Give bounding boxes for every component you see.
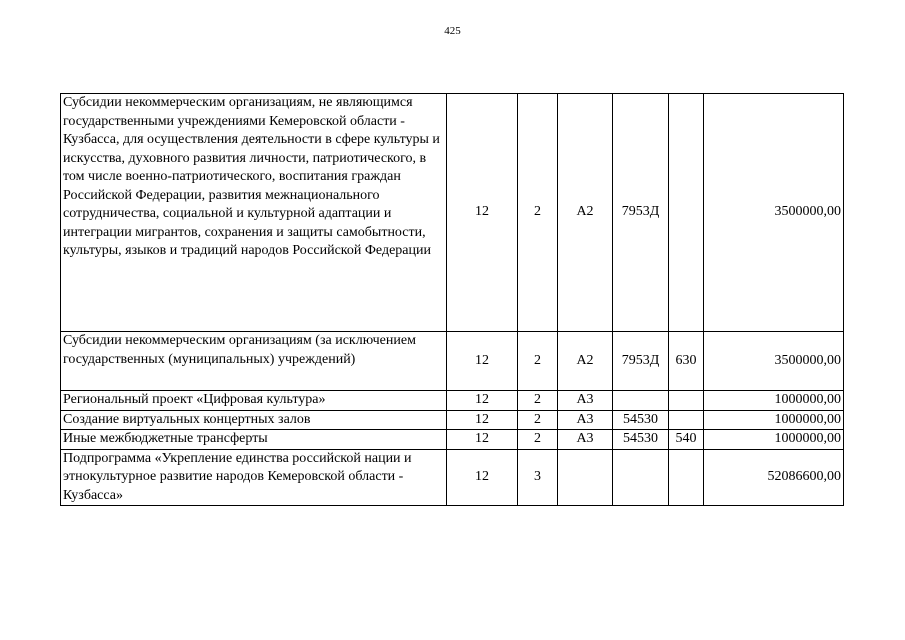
expense-type-code (669, 410, 704, 430)
row-name: Создание виртуальных концертных залов (61, 410, 447, 430)
subsection-code: 3 (518, 449, 558, 506)
subsection-code: 2 (518, 332, 558, 391)
program-code: А2 (558, 332, 613, 391)
section-code: 12 (447, 332, 518, 391)
section-code: 12 (447, 449, 518, 506)
subsection-code: 2 (518, 430, 558, 450)
program-code: А3 (558, 430, 613, 450)
program-code (558, 449, 613, 506)
subsection-code: 2 (518, 391, 558, 411)
expense-type-code (669, 391, 704, 411)
amount: 3500000,00 (704, 94, 844, 332)
section-code: 12 (447, 430, 518, 450)
amount: 52086600,00 (704, 449, 844, 506)
expense-type-code (669, 94, 704, 332)
direction-code: 7953Д (613, 332, 669, 391)
row-name: Региональный проект «Цифровая культура» (61, 391, 447, 411)
section-code: 12 (447, 94, 518, 332)
section-code: 12 (447, 391, 518, 411)
amount: 1000000,00 (704, 391, 844, 411)
direction-code: 54530 (613, 430, 669, 450)
amount: 3500000,00 (704, 332, 844, 391)
table-row (61, 94, 844, 332)
row-name: Субсидии некоммерческим организациям, не являющимся государственными учреждениями Кемеровской области - Кузбасса, для осуществления деятельности в сфере культуры и искусства, духовного развития личности, патриотического, в том числе военно-патриотического, воспитания граждан Российской Федерации, развития межнационального сотрудничества, социальной и культурной адаптации и интеграции мигрантов, сохранения и защиты самобытности, культуры, языков и традиций народов Российской Федерации (61, 94, 447, 332)
direction-code (613, 391, 669, 411)
budget-table (60, 93, 844, 506)
expense-type-code: 540 (669, 430, 704, 450)
program-code: А3 (558, 391, 613, 411)
subsection-code: 2 (518, 410, 558, 430)
row-name: Субсидии некоммерческим организациям (за исключением государственных (муниципальных) учреждений) (61, 332, 447, 391)
direction-code: 7953Д (613, 94, 669, 332)
program-code: А2 (558, 94, 613, 332)
amount: 1000000,00 (704, 430, 844, 450)
row-name: Иные межбюджетные трансферты (61, 430, 447, 450)
page-number: 425 (444, 25, 461, 37)
table-row (61, 430, 844, 450)
program-code: А3 (558, 410, 613, 430)
table-row (61, 410, 844, 430)
amount: 1000000,00 (704, 410, 844, 430)
expense-type-code: 630 (669, 332, 704, 391)
direction-code: 54530 (613, 410, 669, 430)
row-name: Подпрограмма «Укрепление единства российской нации и этнокультурное развитие народов Кемеровской области - Кузбасса» (61, 449, 447, 506)
table-row (61, 391, 844, 411)
direction-code (613, 449, 669, 506)
table-row (61, 449, 844, 506)
table-row (61, 332, 844, 391)
section-code: 12 (447, 410, 518, 430)
subsection-code: 2 (518, 94, 558, 332)
expense-type-code (669, 449, 704, 506)
